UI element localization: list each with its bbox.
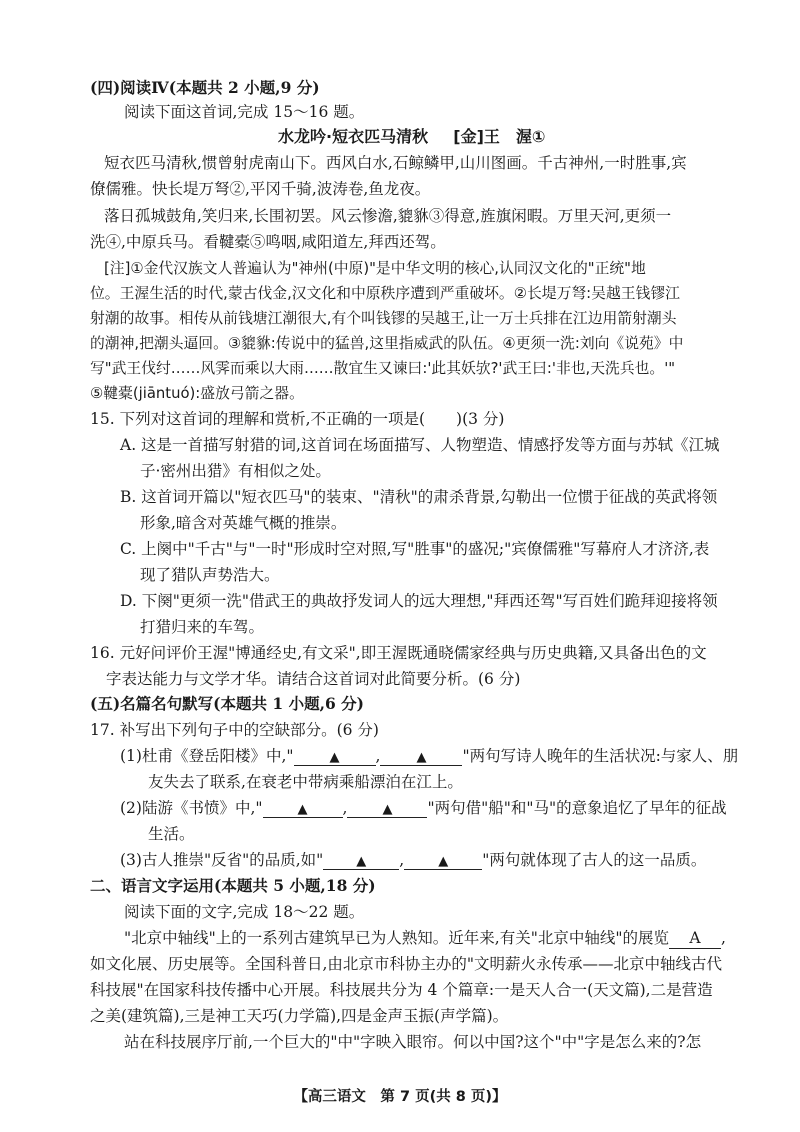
passage-line: 站在科技展序厅前,一个巨大的"中"字映入眼帘。何以中国?这个"中"字是怎么来的?怎 <box>124 1033 702 1051</box>
q15-option-a: A. 这是一首描写射猎的词,这首词在场面描写、人物塑造、情感抒发等方面与苏轼《江城 <box>120 436 720 454</box>
comma: , <box>399 851 405 869</box>
note-line: 的潮神,把潮头逼回。③貔貅:传说中的猛兽,这里指威武的队伍。④更须一洗:刘向《说苑》中 <box>90 335 684 352</box>
q15-option-b: B. 这首词开篇以"短衣匹马"的装束、"清秋"的肃杀背景,勾勒出一位惯于征战的英武将领 <box>120 488 718 506</box>
question-16-line: 16. 元好问评价王渥"博通经史,有文采",即王渥既通晓儒家经典与历史典籍,又具备出色的文 <box>90 644 707 662</box>
passage-line: 科技展"在国家科技传播中心开展。科技展共分为 4 个篇章:一是天人合一(天文篇),二是营造 <box>90 981 713 999</box>
q17-part-2-prompt: (2)陆游《书愤》中," <box>120 799 263 817</box>
poem-line: 僚儒雅。快长堤万弩②,平冈千骑,波涛卷,鱼龙夜。 <box>90 180 431 198</box>
triangle-icon: ▲ <box>416 750 427 765</box>
passage-text: "北京中轴线"上的一系列古建筑早已为人熟知。近年来,有关"北京中轴线"的展览 <box>124 929 669 947</box>
question-15-stem: 15. 下列对这首词的理解和赏析,不正确的一项是( )(3 分) <box>90 410 505 428</box>
q17-part-1 <box>120 746 738 766</box>
q17-part-3-prompt: (3)古人推崇"反省"的品质,如" <box>120 851 324 869</box>
passage-line: 之美(建筑篇),三是神工天巧(力学篇),四是金声玉振(声学篇)。 <box>90 1007 509 1025</box>
q17-part-1-cont: 友失去了联系,在衰老中带病乘船漂泊在江上。 <box>148 773 463 791</box>
poem-author: [金]王 渥① <box>453 127 546 146</box>
fill-blank[interactable] <box>380 747 462 766</box>
q17-part-2 <box>120 798 727 818</box>
q17-part-2-cont: 生活。 <box>148 825 195 843</box>
passage-text: , <box>720 929 726 947</box>
question-17-stem: 17. 补写出下列句子中的空缺部分。(6 分) <box>90 721 379 739</box>
poem-line: 短衣匹马清秋,惯曾射虎南山下。西风白水,石鲸鳞甲,山川图画。千古神州,一时胜事,宾 <box>104 154 687 172</box>
section-4-heading: (四)阅读Ⅳ(本题共 2 小题,9 分) <box>90 78 320 97</box>
q17-part-3-text: "两句就体现了古人的这一品质。 <box>482 851 707 869</box>
q15-option-a-cont: 子·密州出猎》有相似之处。 <box>140 462 331 480</box>
triangle-icon: ▲ <box>438 854 449 869</box>
note-line: ⑤鞬橐(jiāntuó):盛放弓箭之器。 <box>90 385 304 402</box>
note-line: 位。王渥生活的时代,蒙古伐金,汉文化和中原秩序遭到严重破坏。②长堤万弩:吴越王钱镠江 <box>90 285 680 302</box>
poem-line: 洗④,中原兵马。看鞬橐⑤鸣咽,咸阳道左,拜西还驾。 <box>90 233 446 251</box>
fill-blank[interactable] <box>347 799 427 818</box>
section-5-heading: (五)名篇名句默写(本题共 1 小题,6 分) <box>90 694 364 713</box>
comma: , <box>342 799 348 817</box>
poem-title <box>278 127 545 147</box>
q17-part-2-text: "两句借"船"和"马"的意象追忆了早年的征战 <box>427 799 727 817</box>
q17-part-1-text: "两句写诗人晚年的生活状况:与家人、朋 <box>462 747 739 765</box>
triangle-icon: ▲ <box>329 750 340 765</box>
fill-blank[interactable] <box>263 799 343 818</box>
triangle-icon: ▲ <box>297 802 308 817</box>
question-16-line: 字表达能力与文学才华。请结合这首词对此简要分析。(6 分) <box>106 670 521 688</box>
q15-option-d: D. 下阕"更须一洗"借武王的典故抒发词人的远大理想,"拜西还驾"写百姓们跪拜迎接将领 <box>120 592 718 610</box>
passage-line <box>124 928 726 949</box>
fill-blank[interactable] <box>294 747 376 766</box>
q17-part-1-prompt: (1)杜甫《登岳阳楼》中," <box>120 747 294 765</box>
q15-option-d-cont: 打猎归来的车驾。 <box>140 618 265 636</box>
page-footer: 【高三语文 第 7 页(共 8 页)】 <box>293 1089 507 1105</box>
triangle-icon: ▲ <box>382 802 393 817</box>
poem-title-text: 水龙吟·短衣匹马清秋 <box>278 127 429 146</box>
comma: , <box>375 747 381 765</box>
triangle-icon: ▲ <box>356 854 367 869</box>
fill-blank[interactable] <box>404 851 482 870</box>
note-line: [注]①金代汉族文人普遍认为"神州(中原)"是中华文明的核心,认同汉文化的"正统"地 <box>104 260 646 277</box>
note-line: 射潮的故事。相传从前钱塘江潮很大,有个叫钱镠的吴越王,让一万士兵排在江边用箭射潮头 <box>90 310 677 327</box>
poem-line: 落日孤城鼓角,笑归来,长围初罢。风云惨澹,貔貅③得意,旌旗闲暇。万里天河,更须一 <box>104 207 672 225</box>
passage-line: 如文化展、历史展等。全国科普日,由北京市科协主办的"文明薪火永传承——北京中轴线古代 <box>90 955 723 973</box>
q17-part-3 <box>120 850 706 870</box>
fill-blank[interactable] <box>323 851 399 870</box>
section-4-instruction: 阅读下面这首词,完成 15～16 题。 <box>124 103 365 121</box>
q15-option-c-cont: 现了猎队声势浩大。 <box>140 566 280 584</box>
answer-blank-a[interactable]: A <box>669 928 721 949</box>
q15-option-c: C. 上阕中"千古"与"一时"形成时空对照,写"胜事"的盛况;"宾僚儒雅"写幕府人才济济,表 <box>120 540 710 558</box>
q15-option-b-cont: 形象,暗含对英雄气概的推崇。 <box>140 514 347 532</box>
section-2-heading: 二、语言文字运用(本题共 5 小题,18 分) <box>90 876 376 895</box>
note-line: 写"武王伐纣……风霁而乘以大雨……散宜生又谏曰:'此其妖欤?'武王曰:'非也,天洗兵也。'" <box>90 360 676 377</box>
section-2-instruction: 阅读下面的文字,完成 18～22 题。 <box>124 903 365 921</box>
